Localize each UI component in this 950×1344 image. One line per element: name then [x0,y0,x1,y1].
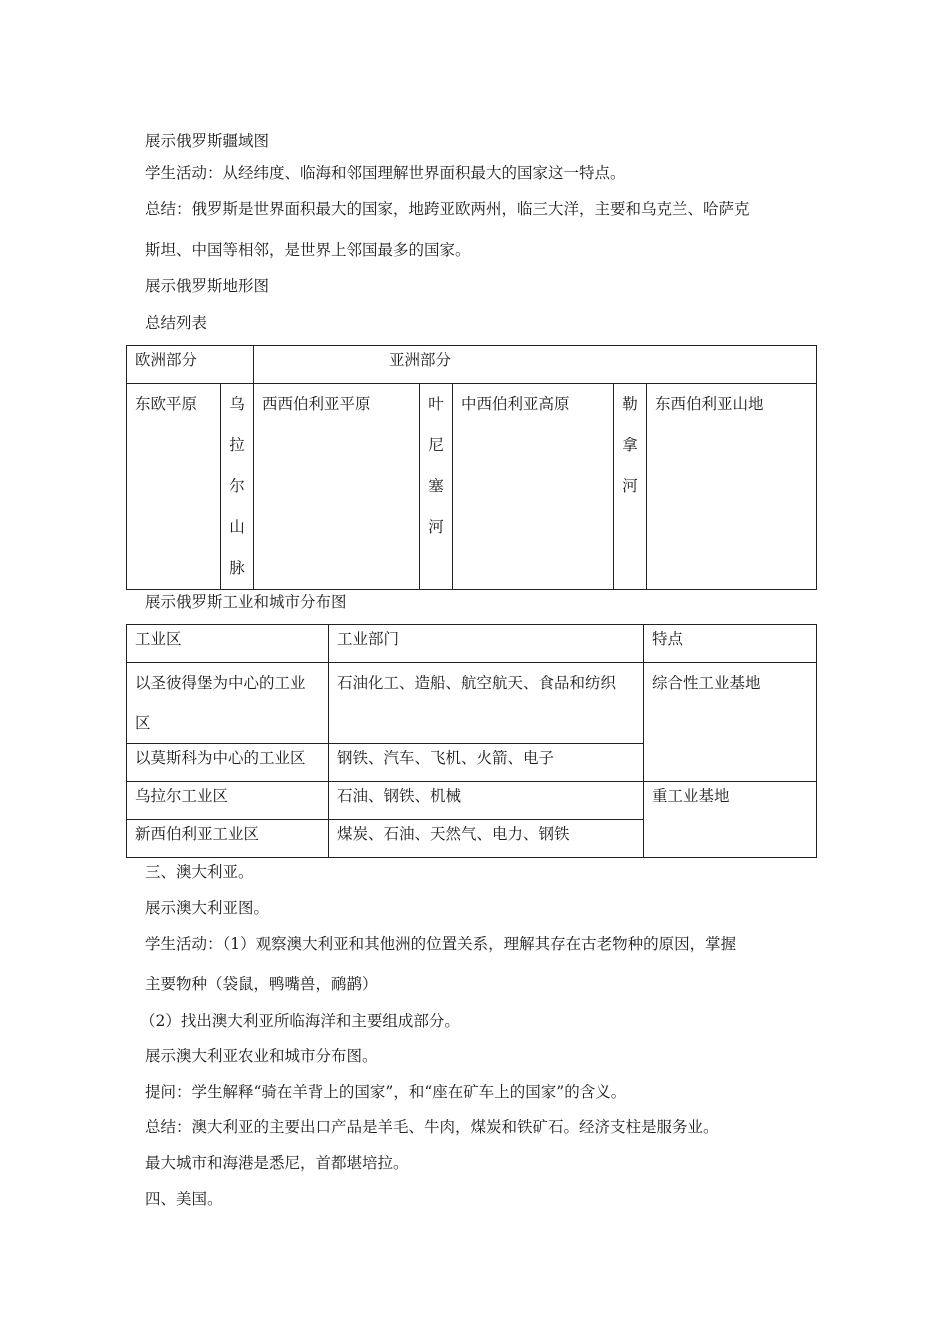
text-line: 总结列表 [145,314,208,332]
text-line: 最大城市和海港是悉尼，首都堪培拉。 [145,1154,409,1172]
text-line: （2）找出澳大利亚所临海洋和主要组成部分。 [140,1012,460,1030]
terrain-cell-vertical: 勒 拿 河 [614,384,647,590]
text-line: 展示澳大利亚图。 [145,899,270,917]
industry-table [126,624,817,858]
table-cell-feature: 综合性工业基地 [644,663,817,782]
section-heading: 四、美国。 [145,1190,223,1208]
text-line: 总结：俄罗斯是世界面积最大的国家，地跨亚欧两州，临三大洋，主要和乌克兰、哈萨克 [145,200,750,218]
text-line: 总结：澳大利亚的主要出口产品是羊毛、牛肉，煤炭和铁矿石。经济支柱是服务业。 [145,1118,719,1136]
header-feature: 特点 [644,625,817,663]
table-cell-sectors: 石油化工、造船、航空航天、食品和纺织 [329,663,644,744]
terrain-cell-vertical: 叶 尼 塞 河 [420,384,453,590]
text-line: 主要物种（袋鼠，鸭嘴兽，鸸鹋） [145,975,378,993]
text-line: 展示澳大利亚农业和城市分布图。 [145,1047,378,1065]
header-sectors: 工业部门 [329,625,644,663]
text-line: 斯坦、中国等相邻，是世界上邻国最多的国家。 [145,241,471,259]
terrain-cell: 西西伯利亚平原 [254,384,420,590]
asia-header: 亚洲部分 [254,346,817,384]
text-line: 展示俄罗斯疆域图 [145,132,270,150]
text-line: 学生活动：（1）观察澳大利亚和其他洲的位置关系，理解其存在古老物种的原因，掌握 [145,935,737,953]
terrain-cell: 东西伯利亚山地 [647,384,817,590]
table-cell-sectors: 煤炭、石油、天然气、电力、钢铁 [329,820,644,858]
terrain-table [126,345,817,590]
text-line: 提问：学生解释“骑在羊背上的国家”，和“座在矿车上的国家”的含义。 [145,1083,627,1101]
europe-header: 欧洲部分 [127,346,254,384]
table-cell-region: 新西伯利亚工业区 [127,820,329,858]
terrain-cell: 中西伯利亚高原 [453,384,614,590]
section-heading: 三、澳大利亚。 [145,863,254,881]
table-cell-region: 乌拉尔工业区 [127,782,329,820]
table-cell-sectors: 石油、钢铁、机械 [329,782,644,820]
text-line: 展示俄罗斯工业和城市分布图 [145,593,347,611]
text-line: 展示俄罗斯地形图 [145,277,270,295]
header-region: 工业区 [127,625,329,663]
table-cell-region: 以莫斯科为中心的工业区 [127,744,329,782]
table-cell-region: 以圣彼得堡为中心的工业区 [127,663,329,744]
text-line: 学生活动：从经纬度、临海和邻国理解世界面积最大的国家这一特点。 [145,164,626,182]
terrain-cell: 东欧平原 [127,384,221,590]
terrain-cell-vertical: 乌 拉 尔 山 脉 [221,384,254,590]
table-cell-sectors: 钢铁、汽车、飞机、火箭、电子 [329,744,644,782]
table-cell-feature: 重工业基地 [644,782,817,858]
